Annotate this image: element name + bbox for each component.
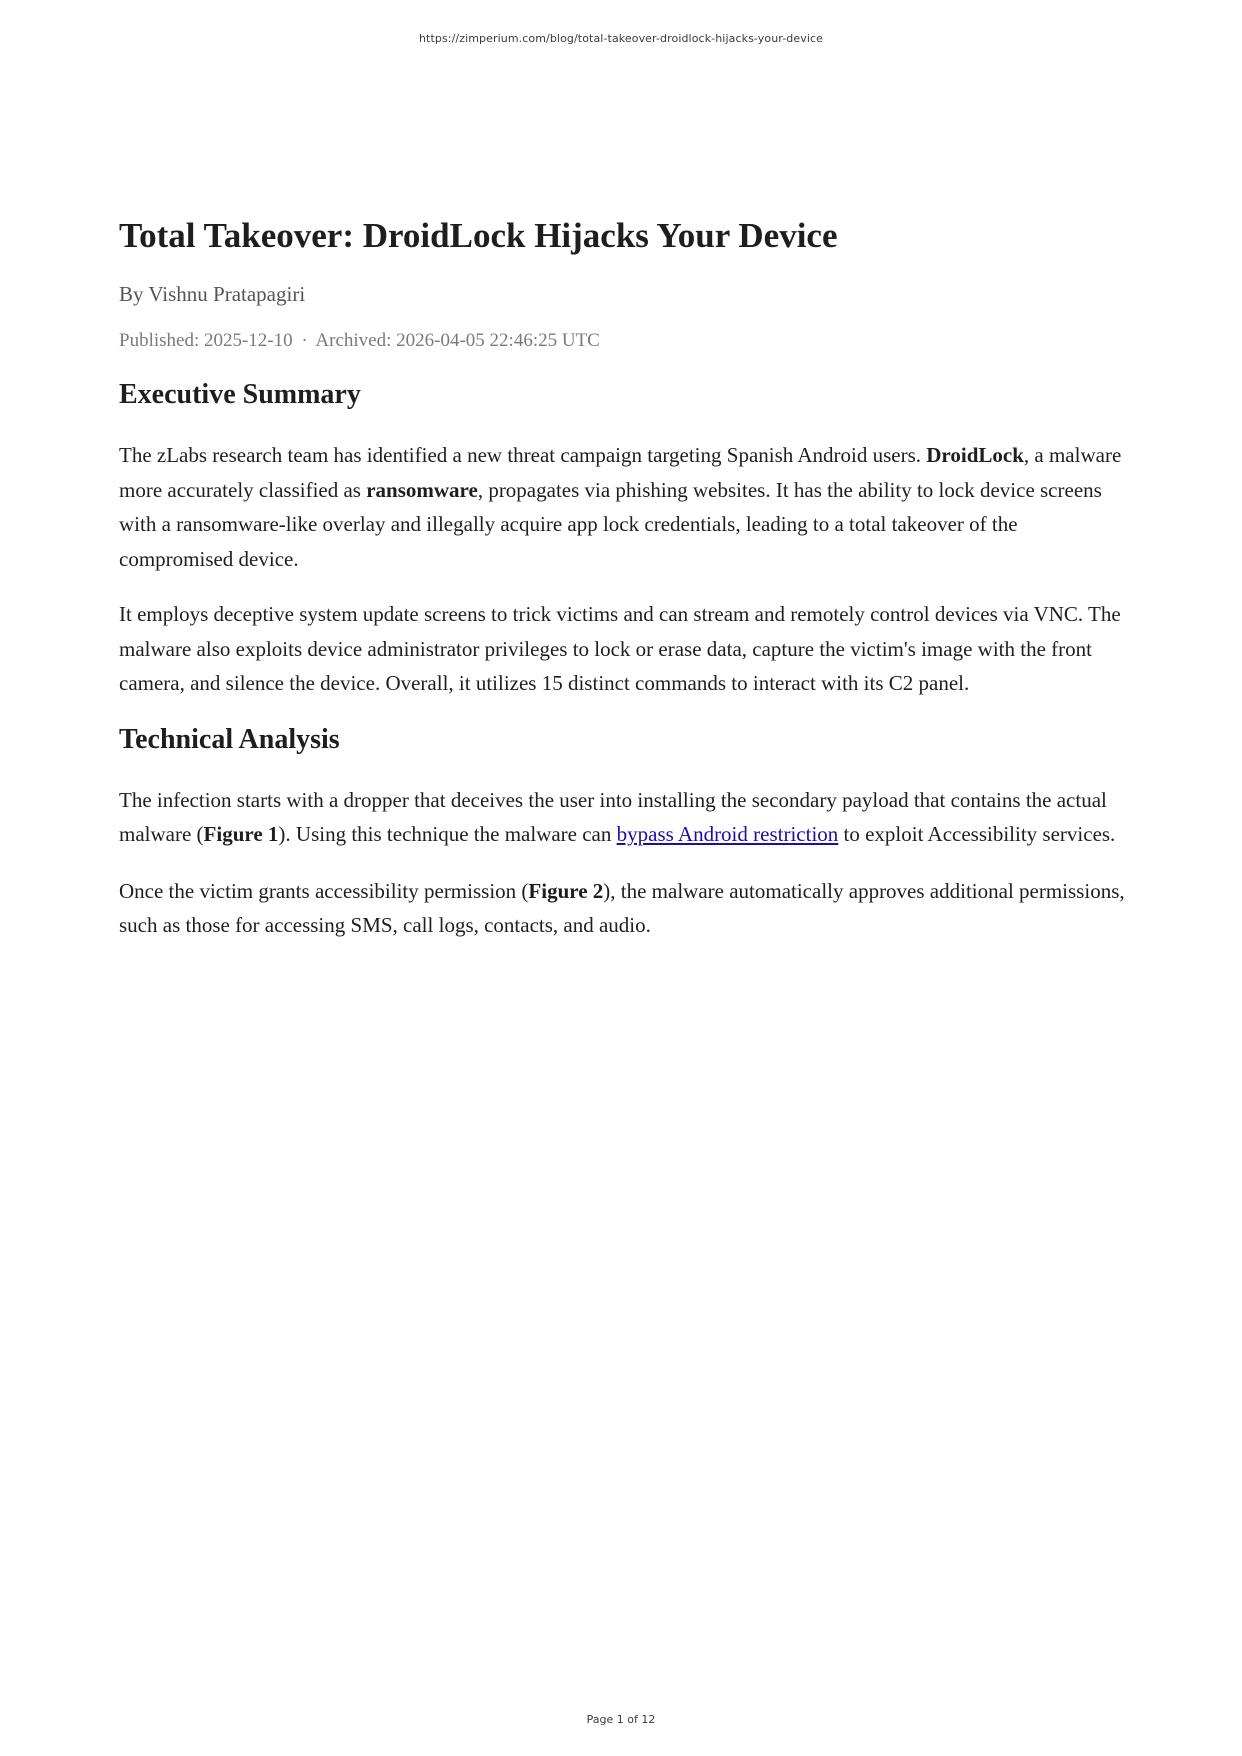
paragraph-analysis-2 [119,874,1131,943]
page-url-header: https://zimperium.com/blog/total-takeover-droidlock-hijacks-your-device [418,32,824,45]
section-heading-technical-analysis: Technical Analysis [119,723,340,755]
article-content [119,210,1131,943]
paragraph-analysis-1 [119,783,1131,852]
bold-figure-2: Figure 2 [528,878,604,903]
bold-ransomware: ransomware [366,477,478,502]
page-number-footer: Page 1 of 12 [586,1713,656,1726]
meta-separator: · [301,330,308,351]
article-byline: By Vishnu Pratapagiri [119,282,306,306]
text-run: ), the malware automatically approves additional permissions, such as those for accessing SMS, call logs, contacts, and audio. [119,878,1125,937]
text-run: The zLabs research team has identified a new threat campaign targeting Spanish Android users. [119,443,927,467]
text-run: to exploit Accessibility services. [838,822,1116,846]
text-run: Once the victim grants accessibility permission ( [119,878,529,903]
text-run: ). Using this technique the malware can [278,822,617,846]
bold-figure-1: Figure 1 [203,822,279,846]
bold-droidlock: DroidLock [926,443,1024,467]
section-heading-executive-summary: Executive Summary [119,379,361,410]
paragraph-summary-2: It employs deceptive system update screens to trick victims and can stream and remotely control devices via VNC. The malware also exploits device administrator privileges to lock or erase data, capture the victim's image with the front camera, and silence the device. Overall, it utilizes 15 distinct commands to interact with its C2 panel. [119,602,1121,695]
published-date: Published: 2025-12-10 [119,330,293,351]
article-meta [119,328,1131,354]
paragraph-summary-1 [119,438,1131,576]
article-title: Total Takeover: DroidLock Hijacks Your Device [119,216,838,255]
archived-date: Archived: 2026-04-05 22:46:25 UTC [315,330,600,351]
bypass-android-restriction-link[interactable]: bypass Android restriction [616,822,839,846]
text-run: , a malware more accurately classified as [119,443,1122,502]
text-run: , propagates via phishing websites. It has the ability to lock device screens with a ransomware-like overlay and illegally acquire app lock credentials, leading to a total takeover of the compromised device. [119,477,1102,571]
text-run: The infection starts with a dropper that deceives the user into installing the secondary payload that contains the actual malware ( [119,787,1107,846]
